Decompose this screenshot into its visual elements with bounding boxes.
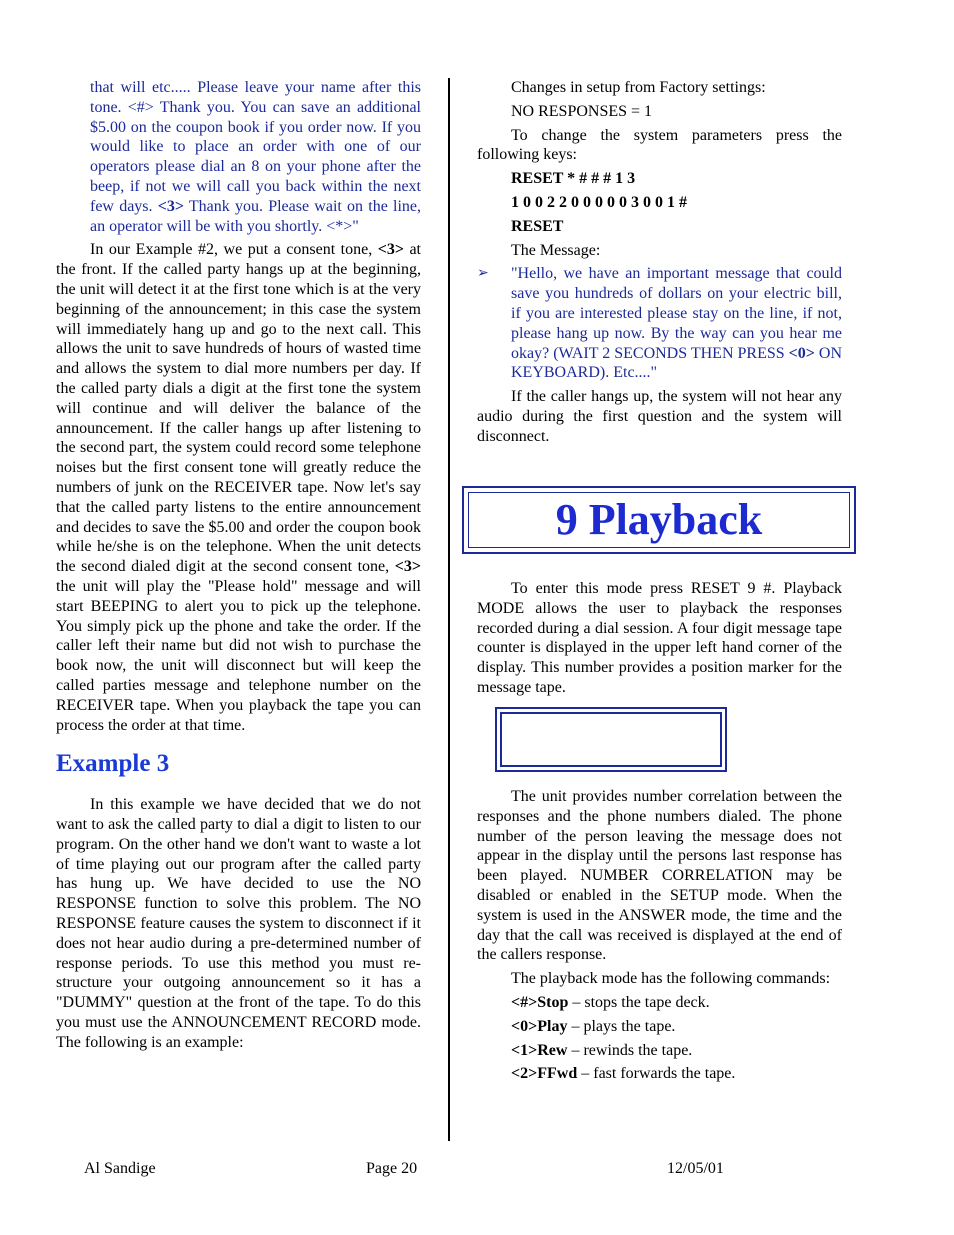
message-tag: <0> [788, 344, 815, 362]
command-desc: – fast forwards the tape. [577, 1065, 736, 1083]
key-sequence-3 [511, 217, 842, 237]
command-key: <0>Play [511, 1017, 568, 1035]
command-desc: – rewinds the tape. [567, 1041, 693, 1059]
example3-paragraph: In this example we have decided that we do not want to ask the called party to dial a digit to listen to our program. On the other hand we don't want to waste a lot of time playing out our program after the called party has hung up. We have decided to use the NO RESPONSE function to solve this problem. The NO RESPONSE feature causes the system to disconnect if it does not hear audio during a pre-determined number of response periods. To use this method you must re-structure your outgoing announcement so it has a "DUMMY" question at the front of the tape. To do this you must use the ANNOUNCEMENT RECORD mode. The following is an example: [56, 796, 421, 1051]
para-text: at the front. If the called party hangs up at the beginning, the unit will detect it at the first tone which is at the very beginning of the announcement; in this case the system will immediately hang up and go to the next call. This allows the unit to save hundreds of hours of wasted time and allows the system to dial more numbers per day. If the called party dials a digit at the first tone the system will continue and will deliver the balance of the announcement. If the caller hangs up after listening to the second part, the system could record some telephone noises but the first consent tone will greatly reduce the numbers of junk on the RECEIVER tape. Now let's say that the called party listens to the entire announcement and decides to save the $5.00 and order the coupon book while he/she is on the telephone. When the unit detects the second dialed digit at the second consent tone, [56, 241, 422, 576]
left-column [56, 78, 421, 1057]
command-key: <2>FFwd [511, 1065, 578, 1083]
quote-text: that will etc..... Please leave your name after this tone. <#> Thank you. You can save an additional $5.00 on the coupon book if you order now. If you would like to place an order with one of our operators please dial an 8 on your phone after the beep, if not we will call you back within the next few days. [90, 79, 421, 215]
command-item [511, 1041, 842, 1061]
footer-author: Al Sandige [84, 1160, 156, 1177]
para-text: the unit will play the "Please hold" message and will start BEEPING to alert you to pick up the telephone. You simply pick up the phone and take the order. If the caller left their name but did not wish to purchase the book now, the unit will disconnect but will keep the called parties message and telephone number on the RECEIVER tape. When you playback the tape you can process the order at that time. [56, 577, 421, 734]
quote-text-end: Thank you. Please wait on the line, an operator will be with you shortly. <*>" [90, 197, 422, 235]
command-item [511, 993, 842, 1013]
right-column [477, 78, 842, 451]
key-sequence-1 [511, 169, 842, 189]
message-text [511, 264, 842, 383]
key-sequence-2 [511, 193, 842, 213]
display-illustration-inner [500, 712, 722, 767]
key-seq: RESET * # # # 1 3 [511, 170, 636, 188]
commands-intro: The playback mode has the following commands: [511, 970, 831, 988]
playback-intro: To enter this mode press RESET 9 #. Playback MODE allows the user to playback the responses recorded during a dial session. A four digit message tape counter is displayed in the upper left hand corner of the display. This number provides a position marker for the message tape. [477, 580, 842, 696]
command-key: <1>Rew [511, 1041, 568, 1059]
example3-heading: Example 3 [56, 750, 170, 778]
playback-details [477, 787, 842, 1088]
continued-quote [90, 78, 421, 236]
para-text: In our Example #2, we put a consent tone, [90, 241, 378, 259]
consent-tag: <3> [377, 241, 404, 259]
display-illustration [495, 707, 727, 772]
footer-date: 12/05/01 [667, 1160, 724, 1177]
section-title: 9 Playback [555, 495, 763, 544]
consent-tag: <3> [394, 558, 421, 576]
no-responses: NO RESPONSES = 1 [511, 102, 653, 120]
command-key: <#>Stop [511, 993, 569, 1011]
change-params: To change the system parameters press the following keys: [477, 126, 842, 164]
correlation-paragraph: The unit provides number correlation between the responses and the phone numbers dialed. The phone number of the person leaving the message does not appear in the display until the persons last response has been played. NUMBER CORRELATION may be disabled or enabled in the SETUP mode. When the system is used in the ANSWER mode, the time and the day that the call was received is displayed at the end of the callers response. [477, 788, 842, 964]
section-title-box [462, 486, 856, 554]
footer-page: Page 20 [366, 1160, 418, 1177]
hangup-paragraph: If the caller hangs up, the system will not hear any audio during the first question and the system will disconnect. [477, 388, 842, 445]
column-divider [448, 78, 450, 1141]
setup-changes: Changes in setup from Factory settings: [511, 79, 766, 96]
example2-paragraph [56, 240, 421, 735]
quote-tag: <3> [157, 197, 184, 215]
key-seq: 1 0 0 2 2 0 0 0 0 0 3 0 0 1 # [511, 193, 687, 211]
arrow-bullet-icon: ➢ [477, 266, 489, 282]
section-title-inner [468, 492, 850, 548]
message-bullet [477, 264, 842, 383]
playback-intro-block [477, 579, 842, 702]
message-label: The Message: [511, 241, 601, 259]
command-item [511, 1064, 842, 1084]
command-list [477, 993, 842, 1084]
key-seq: RESET [511, 217, 564, 235]
message-part: "Hello, we have an important message that could save you hundreds of dollars on your electric bill, if you are interested please stay on the line, if not, please hang up now. By the way can you hear me okay? (WAIT 2 SECONDS THEN PRESS [511, 265, 842, 362]
command-desc: – stops the tape deck. [568, 993, 710, 1011]
command-desc: – plays the tape. [567, 1017, 676, 1035]
command-item [511, 1017, 842, 1037]
message-part: ON KEYBOARD). Etc...." [511, 344, 843, 382]
